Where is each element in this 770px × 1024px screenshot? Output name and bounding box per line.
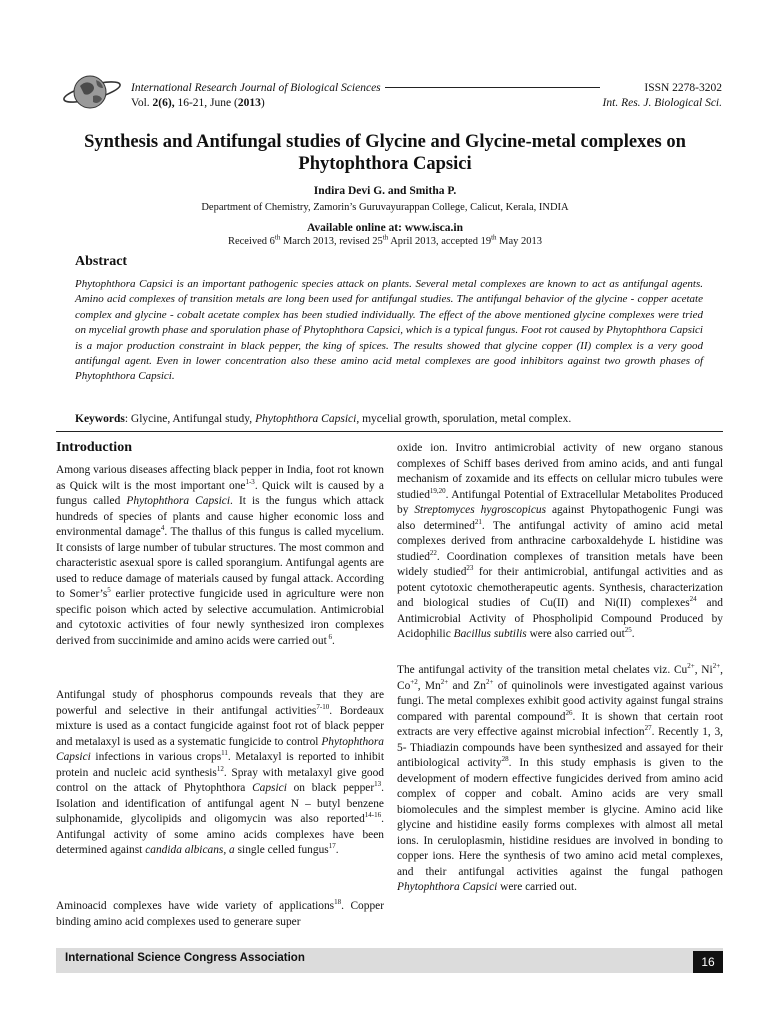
paper-title: Synthesis and Antifungal studies of Glycine and Glycine-metal complexes on Phytophthora Capsici (84, 132, 686, 174)
right-paragraph-2: The antifungal activity of the transition metal chelates viz. $Cu^{2+}$, $Ni^{2+}$, $Co^{+2}$, $Mn^{2+}$ and $Zn^{2+}$ of quinolinols were investigated against various fungi. The metal complexes exhibit good activity against fungal strains compared with parental compound$^{26}$. It is shown that certain root extracts are very effective against microbial infection$^{27}$. Recently 1, 3, 5- Thiadiazin compounds have been synthesized and assayed for their antibiological activity$^{28}$. In this study emphasis is given to the development of modern effective fungicides derived from amino acid complex of copper and cobalt. Amino acids are very small biomolecules and the simplest member is glycine. Amino acid like glycine and histidine easily forms complexes with almost all metal ions. In ceruloplasmin, histidine residues are involved in bonding to copper ions. Here the synthesis of two amino acid metal complexes, and their antifungal activities against the fungal pathogen Phytophthora Capsici were carried out. (397, 662, 724, 893)
introduction-heading: Introduction (56, 440, 132, 455)
affiliation: Department of Chemistry, Zamorin’s Guruvayurappan College, Calicut, Kerala, INDIA (201, 202, 569, 213)
section-divider (56, 431, 723, 432)
right-paragraph-1: oxide ion. Invitro antimicrobial activity of new organo stanous complexes of Schiff bases derived from amino acids, and anti fungal mechanism of zoxamide and its effects on cellular micro tubules were studied$^{19,20}$. Antifungal Potential of Extracellular Metabolites Produced by Streptomyces hygroscopicus against Phytopathogenic Fungi was also determined$^{21}$. The antifungal activity of amino acid metal complexes derived from anthracine carboxaldehyde L histidine was studied$^{22}$. Coordination complexes of transition metals have been widely studied$^{23}$ for their antimicrobial, antifungal activities and as potent cytotoxic chemotherapeutic agents. Synthesis, characterization and biological studies of Cu(II) and Ni(II) complexes$^{24}$ and Antimicrobial Activity of Phospholipid Compound Produced by Acidophilic Bacillus subtilis were also carried out$^{25}$. (397, 442, 724, 640)
journal-logo-icon (62, 68, 122, 116)
header-rule (385, 87, 600, 88)
journal-short-name: Int. Res. J. Biological Sci. (602, 97, 722, 109)
intro-paragraph-2: Antifungal study of phosphorus compounds reveals that they are powerful and selective in their antifungal activities$^{7-10}$. Bordeaux mixture is used as a contact fungicide against foot rot of black pepper and metalaxyl is used as a systematic fungicide to control Phytophthora Capsici infections in various crops$^{11}$. Metalaxyl is reported to inhibit protein and nucleic acid synthesis$^{12}$. Spray with metalaxyl give good control on the attack of Phytophthora Capsici on black pepper$^{13}$. Isolation and identification of antifungal agent N – butyl benzene sulphonamide, glycolipids and oligomycin was also reported$^{14-16}$. Antifungal activity of some amino acids complexes have been determined against candida albicans, a single celled fungus$^{17}$. (56, 689, 385, 856)
received-dates: Received 6th March 2013, revised 25th April 2013, accepted 19th May 2013 (227, 233, 543, 247)
keywords: Keywords: Glycine, Antifungal study, Phytophthora Capsici, mycelial growth, sporulation, metal complex. (75, 413, 572, 425)
footer-organization: International Science Congress Association (65, 952, 305, 964)
intro-paragraph-3: Aminoacid complexes have wide variety of applications$^{18}$. Copper binding amino acid complexes used to generare super (56, 898, 384, 928)
abstract-text: Phytophthora Capsici is an important pathogenic species attack on plants. Several metal complexes are known to act as antifungal agents. Amino acid complexes of transition metals are long been used for antifungal studies. The antifungal behavior of the glycine - copper acetate complex and glycine - cobalt acetate complex has been studied individually. The effect of the above mentioned glycine complexes were tried on mycelial growth phase and sporulation phase of Phytophthora Capsici, which is a typical fungus. Foot rot caused by Phytophthora Capsici is a major production constraint in black pepper, the king of spices. The results showed that glycine copper (II) complex is a very good antifungal agent. Even in lower concentration also these amino acid metal complexes are good inhibitors against two growth phases of Phytophthora Capsici. (75, 278, 703, 383)
issn: ISSN 2278-3202 (644, 82, 722, 94)
available-online: Available online at: www.isca.in (306, 222, 463, 234)
abstract-heading: Abstract (75, 254, 128, 269)
page-number: 16 (693, 951, 723, 973)
journal-name: International Research Journal of Biological Sciences (131, 81, 604, 96)
authors: Indira Devi G. and Smitha P. (313, 185, 457, 197)
volume-info: Vol. 2(6), 16-21, June (2013) (131, 97, 265, 109)
intro-paragraph-1: Among various diseases affecting black pepper in India, foot rot known as Quick wilt is the most important one$^{1-3}$. Quick wilt is caused by a fungus called Phytophthora Capsici. It is the fungus which attack hundreds of species of plants and cause higher economic loss and environmental damage$^4$. The thallus of this fungus is called mycelium. It consists of large number of tubular structures. The most common and characteristic asexual spore is called sporangium. Antifungal agents are used to reduce damage of materials caused by fungal attack. According to $Somer’s^5$ earlier protective fungicide used in agriculture were non specific poison which acted by selective accumulation. Antimicrobial and cytotoxic activities of four newly synthesized iron complexes derived from succinimide and amino acids were carried out $^6$. (56, 464, 384, 647)
